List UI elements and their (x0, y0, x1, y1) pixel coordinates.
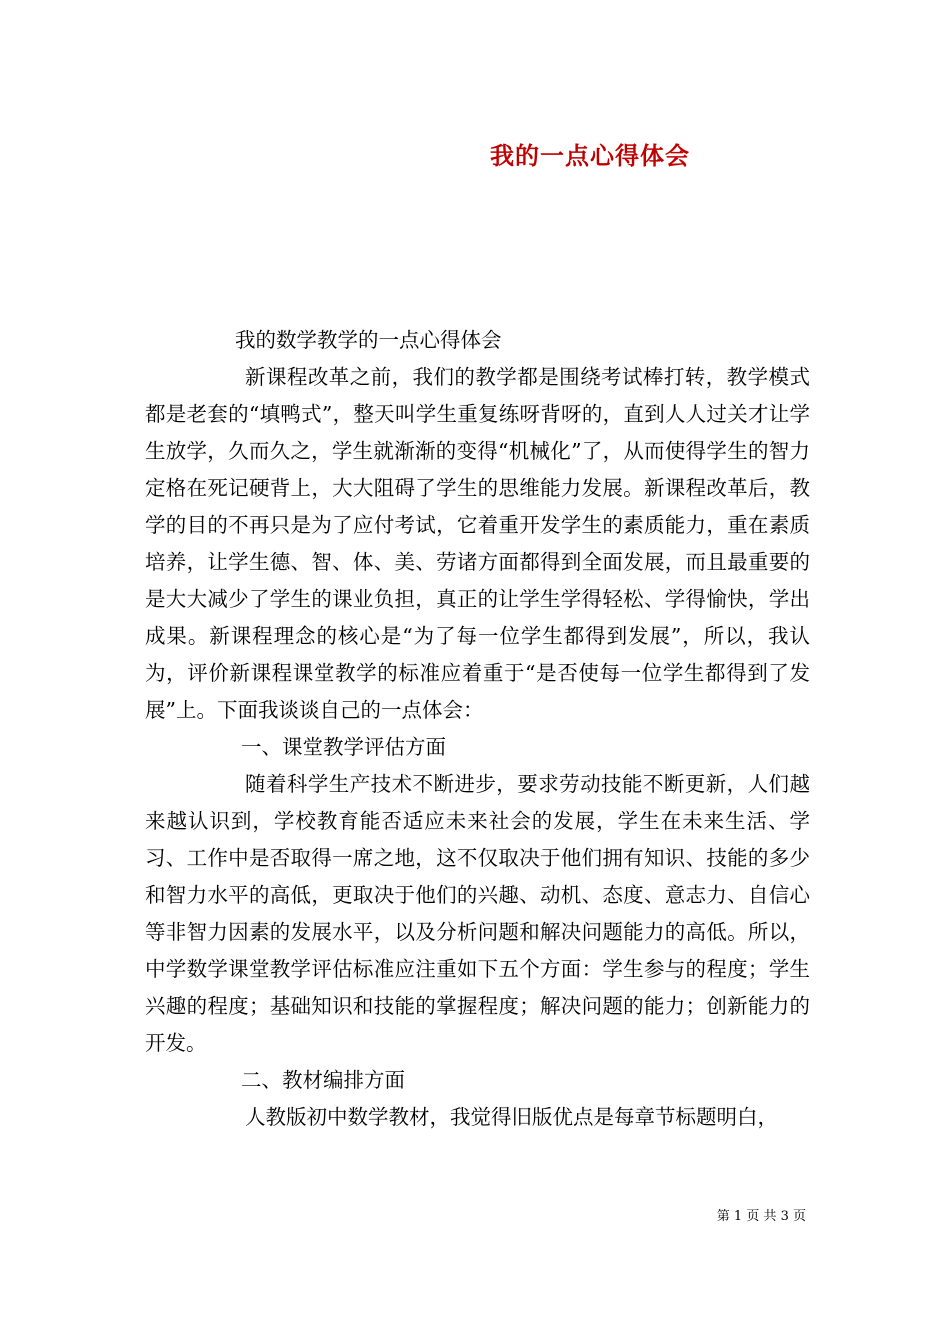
paragraph-section-2: 人教版初中数学教材，我觉得旧版优点是每章节标题明白， (245, 1105, 778, 1129)
page-indicator: 第 1 页 共 3 页 (716, 1209, 806, 1224)
document-title: 我的一点心得体会 (490, 141, 690, 170)
paragraph-section-1: 随着科学生产技术不断进步，要求劳动技能不断更新，人们越来越认识到，学校教育能否适应未来社会的发展，学生在未来生活、学习、工作中是否取得一席之地，这不仅取决于他们拥有知识、技能的多少和智力水平的高低，更取决于他们的兴趣、动机、态度、意志力、自信心等非智力因素的发展水平，以及分析问题和解决问题能力的高低。所以，中学数学课堂教学评估标准应注重如下五个方面：学生参与的程度；学生兴趣的程度；基础知识和技能的掌握程度；解决问题的能力；创新能力的开发。 (145, 772, 810, 1055)
document-subtitle: 我的数学教学的一点心得体会 (235, 328, 502, 352)
section-heading-2: 二、教材编排方面 (241, 1068, 405, 1092)
document-body (145, 322, 810, 1136)
section-heading-1: 一、课堂教学评估方面 (241, 735, 446, 759)
paragraph-intro: 新课程改革之前，我们的教学都是围绕考试棒打转，教学模式都是老套的“填鸭式”，整天叫学生重复练呀背呀的，直到人人过关才让学生放学，久而久之，学生就渐渐的变得“机械化”了，从而使得学生的智力定格在死记硬背上，大大阻碍了学生的思维能力发展。新课程改革后，教学的目的不再只是为了应付考试，它着重开发学生的素质能力，重在素质培养，让学生德、智、体、美、劳诸方面都得到全面发展，而且最重要的是大大减少了学生的课业负担，真正的让学生学得轻松、学得愉快，学出成果。新课程理念的核心是“为了每一位学生都得到发展”，所以，我认为，评价新课程课堂教学的标准应着重于“是否使每一位学生都得到了发展”上。下面我谈谈自己的一点体会： (145, 365, 810, 722)
